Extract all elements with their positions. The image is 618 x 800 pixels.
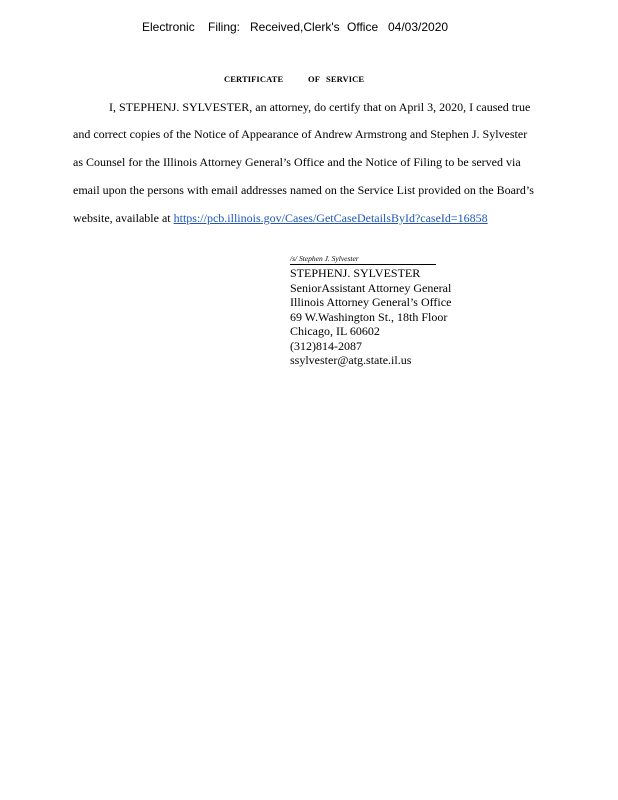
signer-phone: (312)814-2087 [290, 338, 362, 353]
header-date: 04/03/2020 [388, 20, 449, 34]
body-line-4: email upon the persons with email addresses named on the Service List provided on the Board’s [73, 183, 534, 197]
signer-title: SeniorAssistant Attorney General [290, 280, 452, 295]
body-line-3: as Counsel for the Illinois Attorney General’s Office and the Notice of Filing to be served via [73, 155, 521, 169]
signer-street: 69 W.Washington St., 18th Floor [290, 309, 448, 324]
website-prefix: website, available at [73, 211, 174, 225]
body-line-2: and correct copies of the Notice of Appearance of Andrew Armstrong and Stephen J. Sylvester [73, 127, 528, 141]
title-word-service: SERVICE [326, 74, 365, 84]
title-word-of: OF [308, 74, 321, 84]
signer-city: Chicago, IL 60602 [290, 324, 380, 338]
title-word-certificate: CERTIFICATE [224, 74, 284, 84]
body-line-5 [73, 211, 488, 226]
header-label-electronic: Electronic [142, 20, 195, 34]
header-label-office: Office [347, 20, 379, 34]
signer-office: Illinois Attorney General’s Office [290, 295, 452, 309]
electronic-filing-header [142, 20, 448, 34]
e-signature: /s/ Stephen J. Sylvester [290, 254, 436, 265]
signer-name: STEPHENJ. SYLVESTER [290, 266, 421, 280]
signature-details [290, 266, 451, 368]
document-title [224, 74, 364, 84]
header-label-received-clerks: Received,Clerk's [250, 20, 340, 34]
case-details-link[interactable]: https://pcb.illinois.gov/Cases/GetCaseDetailsById?caseId=16858 [173, 211, 488, 225]
signer-email: ssylvester@atg.state.il.us [290, 353, 412, 367]
body-line-1: I, STEPHENJ. SYLVESTER, an attorney, do certify that on April 3, 2020, I caused true [109, 100, 531, 114]
header-label-filing: Filing: [208, 20, 241, 34]
signature-block [290, 254, 451, 368]
